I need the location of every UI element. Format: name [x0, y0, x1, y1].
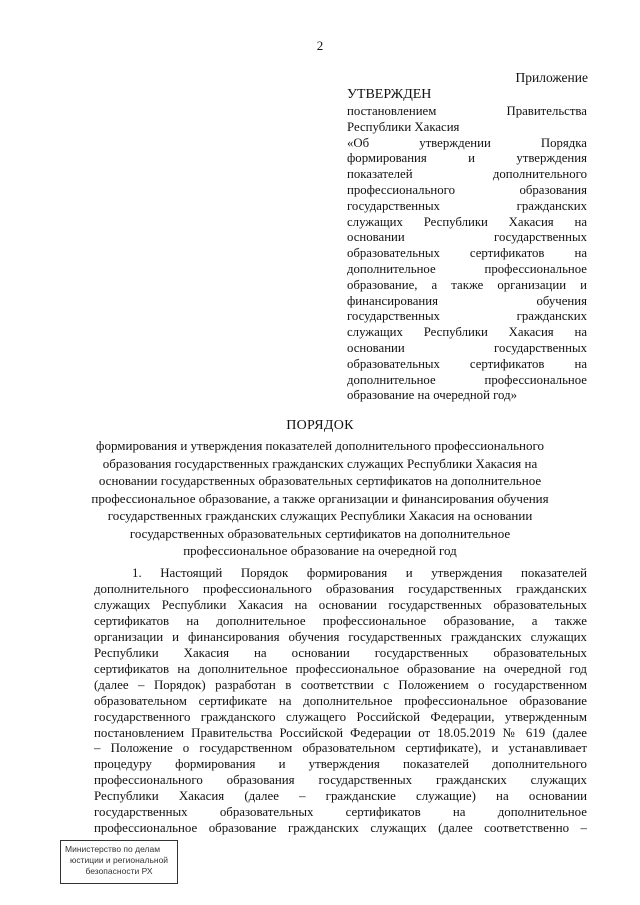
body-line: – Положение о государственном образовательном сертификате), и устанавливает	[94, 741, 587, 756]
body-line: профессионального образования государственных гражданских служащих	[94, 773, 587, 788]
approval-line: основании государственных	[347, 340, 587, 355]
document-subtitle	[60, 437, 580, 560]
body-line: Республики Хакасия (далее – гражданские служащие) на основании	[94, 789, 587, 804]
body-line: дополнительного профессионального образования государственных гражданских	[94, 581, 587, 596]
body-line: государственных образовательных сертификатов на дополнительное	[94, 805, 587, 820]
approval-line: дополнительное профессиональное	[347, 261, 587, 276]
ministry-stamp	[60, 840, 178, 884]
body-line: образовательном сертификате на дополнительное профессиональное образование	[94, 693, 587, 708]
approved-title: УТВЕРЖДЕН	[347, 87, 432, 102]
body-line: профессиональное образование гражданских служащих (далее соответственно –	[94, 821, 587, 836]
body-paragraph	[94, 566, 587, 837]
body-line: Республики Хакасия на основании государственных образовательных	[94, 645, 587, 660]
approval-line: дополнительное профессиональное	[347, 372, 587, 387]
subtitle-line: образования государственных гражданских служащих Республики Хакасия на	[102, 455, 538, 471]
body-line: государственного гражданского служащего Российской Федерации, утвержденным	[94, 709, 587, 724]
subtitle-line: государственных гражданских служащих Республики Хакасия на основании	[107, 508, 533, 523]
appendix-label: Приложение	[515, 70, 588, 85]
body-line: постановлением Правительства Российской Федерации от 18.05.2019 № 619 (далее	[94, 725, 587, 740]
approval-line: финансирования обучения	[347, 293, 587, 308]
approval-line: показателей дополнительного	[347, 167, 587, 182]
approval-line: «Об утверждении Порядка	[347, 135, 587, 150]
stamp-line: юстиции и региональной	[69, 855, 169, 865]
approval-line: профессионального образования	[347, 182, 587, 197]
body-line: служащих Республики Хакасия на основании государственных образовательных	[94, 597, 587, 612]
approval-line: образовательных сертификатов на	[347, 356, 587, 371]
approval-line: государственных гражданских	[347, 198, 587, 213]
subtitle-line: государственных образовательных сертификатов на дополнительное	[129, 525, 511, 541]
document-title: ПОРЯДОК	[286, 418, 354, 433]
approval-line: образовательных сертификатов на	[347, 246, 587, 261]
approval-line: формирования и утверждения	[347, 151, 587, 166]
body-line: сертификатов на дополнительное профессиональное образование на очередной год	[94, 661, 587, 676]
approval-line: образование на очередной год»	[347, 388, 517, 403]
body-line: 1. Настоящий Порядок формирования и утверждения показателей	[132, 566, 587, 580]
subtitle-line: формирования и утверждения показателей дополнительного профессионального	[96, 438, 544, 453]
subtitle-line: профессиональное образование, а также организации и финансирования обучения	[91, 490, 549, 506]
approval-block	[347, 86, 587, 404]
stamp-line: безопасности РХ	[85, 866, 153, 876]
approval-line: государственных гражданских	[347, 309, 587, 324]
page-number: 2	[316, 38, 324, 53]
approval-line: образование, а также организации и	[347, 277, 587, 292]
body-line: (далее – Порядок) разработан в соответствии с Положением о государственном	[94, 677, 587, 692]
approval-line: основании государственных	[347, 230, 587, 245]
approval-line: Республики Хакасия	[347, 119, 460, 134]
body-line: процедуру формирования и утверждения показателей дополнительного	[94, 757, 587, 772]
subtitle-line: основании государственных образовательных сертификатов на дополнительное	[98, 473, 542, 488]
stamp-line: Министерство по делам	[65, 844, 161, 854]
approval-line: служащих Республики Хакасия на	[347, 325, 587, 340]
approval-line: постановлением Правительства	[347, 104, 587, 118]
approval-line: служащих Республики Хакасия на	[347, 214, 587, 229]
subtitle-line: профессиональное образование на очередной год	[183, 543, 457, 558]
body-line: организации и финансирования обучения государственных гражданских служащих	[94, 629, 587, 644]
body-line: сертификатов на дополнительное профессиональное образование, а также	[94, 613, 587, 628]
